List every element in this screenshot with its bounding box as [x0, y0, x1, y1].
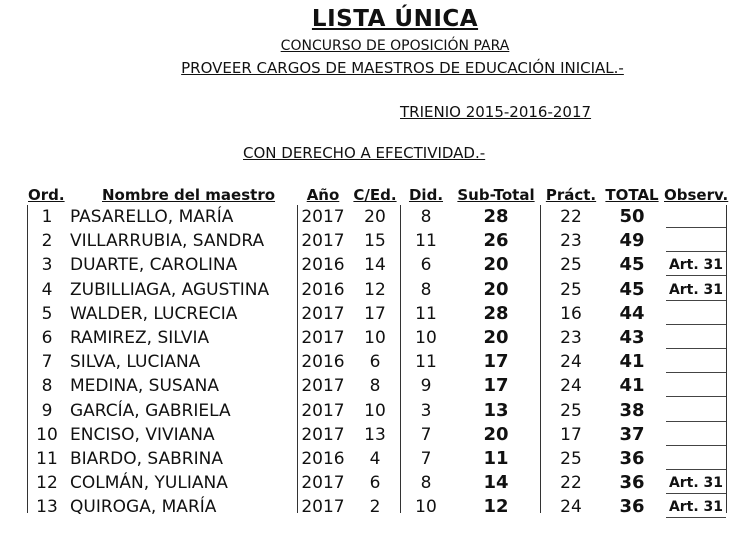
observ-underline: [666, 469, 726, 470]
row-practica: 25: [560, 255, 582, 276]
row-ced: 2: [369, 497, 381, 518]
row-subtotal: 17: [483, 375, 509, 397]
row-practica: 16: [560, 303, 582, 324]
row-name: VILLARRUBIA, SANDRA: [70, 231, 265, 252]
row-subtotal: 28: [483, 302, 509, 324]
row-ord: 9: [41, 400, 53, 421]
row-ord: 11: [36, 449, 58, 469]
row-observ: [664, 399, 728, 423]
row-practica: 22: [560, 473, 582, 494]
table-row: [0, 471, 745, 495]
row-observ: [664, 229, 728, 253]
row-total: 37: [619, 423, 645, 445]
row-observ: [664, 374, 728, 398]
row-ced: 20: [364, 207, 386, 227]
row-ano: 2016: [301, 449, 345, 469]
row-observ: [664, 326, 728, 350]
observ-underline: [666, 275, 726, 276]
row-ced: 15: [364, 231, 386, 252]
row-practica: 17: [560, 424, 582, 445]
row-subtotal: 14: [483, 472, 509, 494]
row-practica: 22: [560, 207, 582, 227]
row-name: PASARELLO, MARÍA: [70, 207, 234, 227]
row-subtotal: 11: [483, 448, 509, 469]
row-observ: [664, 205, 728, 229]
row-observ: Art. 31: [668, 281, 724, 298]
row-ano: 2016: [301, 279, 345, 300]
document-subtitle-2: PROVEER CARGOS DE MAESTROS DE EDUCACIÓN INICIAL.-: [181, 59, 624, 77]
row-total: 36: [619, 472, 645, 494]
row-total: 36: [619, 496, 645, 518]
row-ced: 10: [364, 328, 386, 348]
row-total: 45: [619, 254, 645, 276]
table-row: [0, 399, 745, 423]
row-ord: 10: [36, 424, 58, 445]
trienio-label: TRIENIO 2015-2016-2017: [400, 103, 592, 121]
row-ano: 2017: [301, 424, 345, 445]
row-total: 43: [619, 327, 645, 348]
row-did: 6: [420, 255, 432, 276]
row-ord: 2: [41, 231, 53, 252]
row-subtotal: 17: [483, 351, 509, 373]
row-name: MEDINA, SUSANA: [70, 376, 219, 397]
table-row: [0, 350, 745, 374]
row-name: SILVA, LUCIANA: [70, 352, 201, 373]
row-did: 10: [415, 328, 437, 348]
row-ced: 14: [364, 255, 386, 276]
row-did: 8: [420, 473, 432, 494]
row-observ: Art. 31: [668, 257, 724, 274]
row-practica: 24: [560, 497, 582, 518]
row-ced: 10: [364, 400, 386, 421]
row-did: 7: [420, 449, 432, 469]
row-ord: 5: [41, 303, 53, 324]
row-did: 9: [420, 376, 432, 397]
row-practica: 25: [560, 449, 582, 469]
table-header: [0, 183, 745, 207]
row-name: QUIROGA, MARÍA: [70, 497, 217, 518]
row-observ: Art. 31: [668, 499, 724, 516]
row-practica: 23: [560, 328, 582, 348]
row-total: 45: [619, 278, 645, 300]
observ-underline: [666, 251, 726, 252]
row-ord: 4: [41, 279, 53, 300]
column-divider: [540, 205, 541, 513]
row-total: 41: [619, 351, 645, 373]
row-subtotal: 20: [483, 423, 509, 445]
document-title: LISTA ÚNICA: [311, 6, 479, 32]
observ-underline: [666, 396, 726, 397]
row-ano: 2017: [301, 497, 345, 518]
observ-underline: [666, 324, 726, 325]
header-did: Did.: [408, 186, 444, 204]
row-ced: 8: [369, 376, 381, 397]
table-row: [0, 326, 745, 350]
row-practica: 24: [560, 376, 582, 397]
row-ano: 2016: [301, 352, 345, 373]
table-row: [0, 447, 745, 471]
header-observ: Observ.: [664, 186, 729, 204]
document-subtitle-1: CONCURSO DE OPOSICIÓN PARA: [280, 38, 510, 54]
row-ano: 2017: [301, 328, 345, 348]
row-ced: 4: [369, 449, 381, 469]
table-row: [0, 205, 745, 229]
row-did: 11: [415, 303, 437, 324]
row-ced: 13: [364, 424, 386, 445]
row-ano: 2017: [301, 376, 345, 397]
row-ced: 12: [364, 279, 386, 300]
row-did: 3: [420, 400, 432, 421]
row-ced: 6: [369, 473, 381, 494]
observ-underline: [666, 348, 726, 349]
row-name: ENCISO, VIVIANA: [70, 424, 215, 445]
row-ord: 6: [41, 328, 53, 348]
header-ced: C/Ed.: [353, 186, 397, 204]
row-name: DUARTE, CAROLINA: [70, 255, 238, 276]
row-ord: 8: [41, 376, 53, 397]
row-ano: 2017: [301, 473, 345, 494]
row-subtotal: 20: [483, 327, 509, 348]
observ-underline: [666, 517, 726, 518]
row-total: 38: [619, 399, 645, 421]
header-practica: Práct.: [545, 186, 597, 204]
header-ano: Año: [306, 186, 340, 204]
row-ano: 2017: [301, 207, 345, 227]
row-subtotal: 13: [483, 399, 509, 421]
row-ord: 12: [36, 473, 58, 494]
row-subtotal: 20: [483, 278, 509, 300]
table-row: [0, 302, 745, 326]
row-practica: 24: [560, 352, 582, 373]
row-ano: 2017: [301, 303, 345, 324]
table-row: [0, 229, 745, 253]
section-heading: CON DERECHO A EFECTIVIDAD.-: [243, 144, 486, 162]
table-row: [0, 278, 745, 302]
table-row: [0, 253, 745, 277]
column-divider: [297, 205, 298, 513]
row-total: 50: [619, 206, 645, 227]
row-did: 8: [420, 207, 432, 227]
row-did: 8: [420, 279, 432, 300]
row-observ: [664, 302, 728, 326]
row-observ: [664, 447, 728, 471]
observ-underline: [666, 300, 726, 301]
row-practica: 25: [560, 400, 582, 421]
row-subtotal: 12: [483, 496, 509, 518]
row-total: 49: [619, 230, 645, 252]
column-divider: [400, 205, 401, 513]
table-row: [0, 374, 745, 398]
row-did: 7: [420, 424, 432, 445]
row-total: 41: [619, 375, 645, 397]
row-subtotal: 20: [483, 254, 509, 276]
observ-underline: [666, 421, 726, 422]
header-name: Nombre del maestro: [102, 186, 276, 204]
observ-underline: [666, 445, 726, 446]
observ-underline: [666, 493, 726, 494]
row-total: 44: [619, 302, 645, 324]
row-ord: 1: [41, 207, 53, 227]
row-name: GARCÍA, GABRIELA: [70, 400, 231, 421]
row-observ: Art. 31: [668, 475, 724, 492]
row-ced: 17: [364, 303, 386, 324]
row-practica: 23: [560, 231, 582, 252]
row-ced: 6: [369, 352, 381, 373]
row-ano: 2017: [301, 231, 345, 252]
column-divider: [27, 205, 28, 513]
row-name: RAMIREZ, SILVIA: [70, 328, 210, 348]
header-subtotal: Sub-Total: [457, 186, 535, 204]
row-ano: 2016: [301, 255, 345, 276]
row-total: 36: [619, 448, 645, 469]
table-row: [0, 495, 745, 519]
row-observ: [664, 350, 728, 374]
row-ano: 2017: [301, 400, 345, 421]
observ-underline: [666, 372, 726, 373]
row-did: 11: [415, 352, 437, 373]
row-name: WALDER, LUCRECIA: [70, 303, 238, 324]
row-did: 10: [415, 497, 437, 518]
row-ord: 3: [41, 255, 53, 276]
row-name: COLMÁN, YULIANA: [70, 473, 228, 494]
row-name: BIARDO, SABRINA: [70, 449, 223, 469]
table-row: [0, 423, 745, 447]
row-ord: 7: [41, 352, 53, 373]
row-subtotal: 26: [483, 230, 509, 252]
row-practica: 25: [560, 279, 582, 300]
row-observ: [664, 423, 728, 447]
row-ord: 13: [36, 497, 58, 518]
header-total: TOTAL: [605, 186, 659, 204]
column-divider: [726, 205, 727, 513]
row-subtotal: 28: [483, 206, 509, 227]
observ-underline: [666, 227, 726, 228]
row-did: 11: [415, 231, 437, 252]
row-name: ZUBILLIAGA, AGUSTINA: [70, 279, 270, 300]
header-ord: Ord.: [28, 186, 65, 204]
